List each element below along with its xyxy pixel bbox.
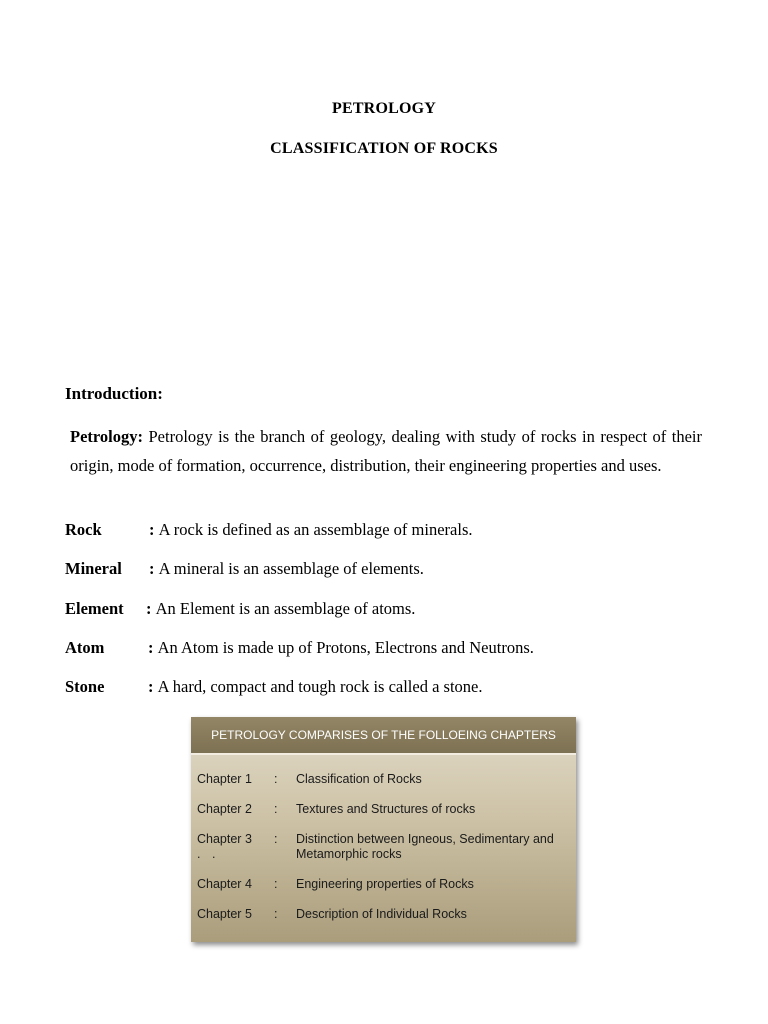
definition-text: An Atom is made up of Protons, Electrons and Neutrons.	[157, 638, 534, 657]
chapter-number: Chapter 1	[197, 772, 252, 786]
definition-text: An Element is an assemblage of atoms.	[155, 599, 416, 618]
petrology-definition: Petrology is the branch of geology, dealing with study of rocks in respect of their origin, mode of formation, occurrence, distribution, their engineering properties and uses.	[70, 427, 702, 475]
chapter-colon: :	[274, 907, 278, 921]
chapter-description: Engineering properties of Rocks	[296, 877, 474, 891]
chapter-number: Chapter 5	[197, 907, 252, 921]
chapter-dots: . .	[197, 847, 220, 861]
definition-text: A hard, compact and tough rock is called a stone.	[157, 677, 483, 696]
chapter-number: Chapter 3	[197, 832, 252, 846]
chapters-box	[191, 717, 576, 942]
chapter-description: Distinction between Igneous, Sedimentary and Metamorphic rocks	[296, 832, 554, 861]
section-heading-introduction: Introduction:	[65, 384, 163, 403]
definition-term: Element	[65, 599, 124, 618]
definition-term: Mineral	[65, 559, 122, 578]
petrology-term: Petrology:	[70, 427, 144, 446]
chapter-description: Classification of Rocks	[296, 772, 422, 786]
chapter-colon: :	[274, 772, 278, 786]
chapter-number: Chapter 2	[197, 802, 252, 816]
page-title: PETROLOGY	[331, 100, 437, 117]
chapters-header: PETROLOGY COMPARISES OF THE FOLLOEING CHAPTERS	[191, 717, 576, 755]
chapter-description: Description of Individual Rocks	[296, 907, 467, 921]
chapter-colon: :	[274, 832, 278, 846]
definition-term: Stone	[65, 677, 105, 696]
definition-text: A mineral is an assemblage of elements.	[158, 559, 424, 578]
petrology-paragraph	[70, 422, 702, 480]
definition-term: Atom	[65, 638, 105, 657]
chapter-colon: :	[274, 802, 278, 816]
chapter-colon: :	[274, 877, 278, 891]
chapter-number: Chapter 4	[197, 877, 252, 891]
chapter-description: Textures and Structures of rocks	[296, 802, 476, 816]
page-subtitle: CLASSIFICATION OF ROCKS	[270, 140, 498, 157]
definition-term: Rock	[65, 520, 102, 539]
definition-text: A rock is defined as an assemblage of minerals.	[158, 520, 473, 539]
